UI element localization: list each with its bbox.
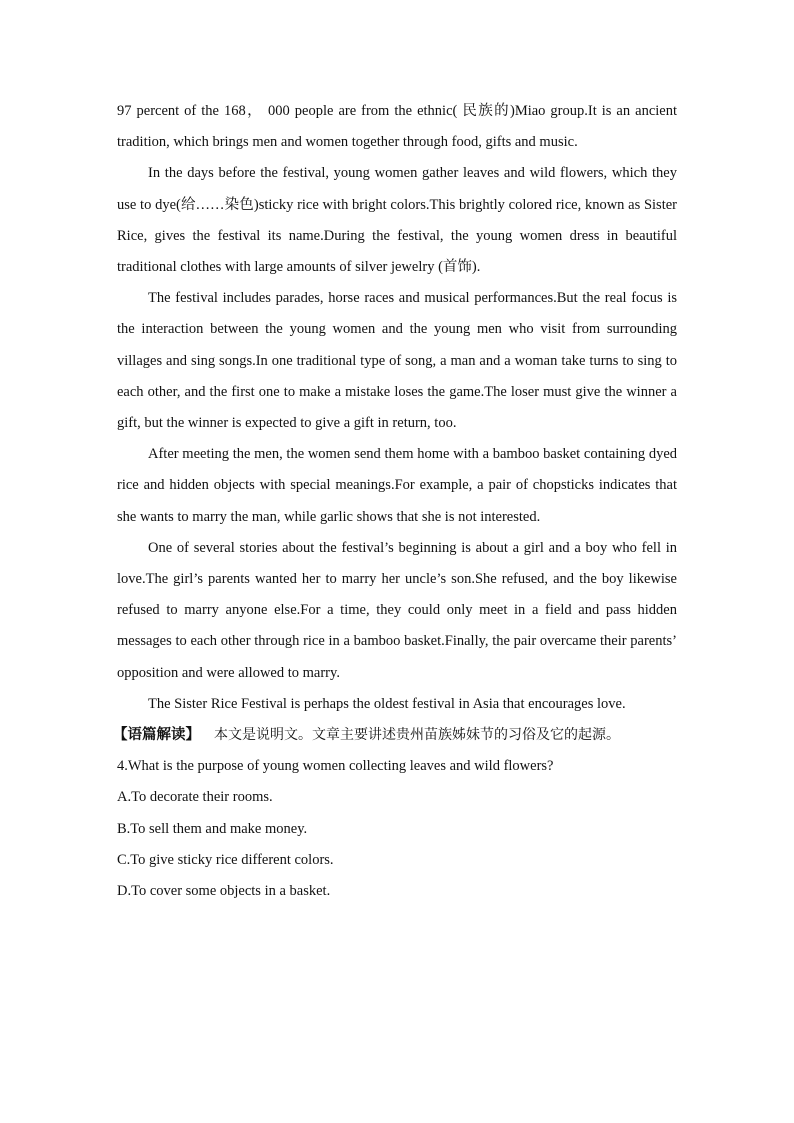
paragraph-3: The festival includes parades, horse races and musical performances.But the real focus is the interaction between the young women and the young men who visit from surrounding villages and sing songs.In one traditional type of song, a man and a woman take turns to sing to each other, and the first one to make a mistake loses the game.The loser must give the winner a gift, but the winner is expected to give a gift in return, too. (117, 290, 677, 432)
paragraph-1: 97 percent of the 168， 000 people are from the ethnic( 民族的)Miao group.It is an ancient tradition, which brings men and women together through food, gifts and music. (117, 103, 677, 151)
option-a: A.To decorate their rooms. (117, 789, 273, 806)
paragraph-6: The Sister Rice Festival is perhaps the oldest festival in Asia that encourages love. (148, 695, 626, 712)
passage-analysis (113, 720, 677, 751)
analysis-label: 【语篇解读】 (113, 727, 200, 744)
option-b: B.To sell them and make money. (117, 820, 308, 837)
option-c: C.To give sticky rice different colors. (117, 851, 334, 868)
document-body (113, 96, 677, 907)
analysis-text: 本文是说明文。文章主要讲述贵州苗族姊妹节的习俗及它的起源。 (214, 728, 620, 744)
paragraph-2: In the days before the festival, young women gather leaves and wild flowers, which they use to dye(给……染色)sticky rice with bright colors.This brightly colored rice, known as Sister Rice, gives the festival its name.During the festival, the young women dress in beautiful traditional clothes with large amounts of silver jewelry (首饰). (117, 165, 677, 276)
question-stem: 4.What is the purpose of young women collecting leaves and wild flowers? (117, 758, 554, 775)
paragraph-4: After meeting the men, the women send them home with a bamboo basket containing dyed rice and hidden objects with special meanings.For example, a pair of chopsticks indicates that she wants to marry the man, while garlic shows that she is not interested. (117, 446, 677, 525)
option-d: D.To cover some objects in a basket. (117, 883, 331, 900)
paragraph-5: One of several stories about the festival’s beginning is about a girl and a boy who fell in love.The girl’s parents wanted her to marry her uncle’s son.She refused, and the boy likewise refused to marry anyone else.For a time, they could only meet in a field and pass hidden messages to each other through rice in a bamboo basket.Finally, the pair overcame their parents’ opposition and were allowed to marry. (117, 539, 677, 681)
